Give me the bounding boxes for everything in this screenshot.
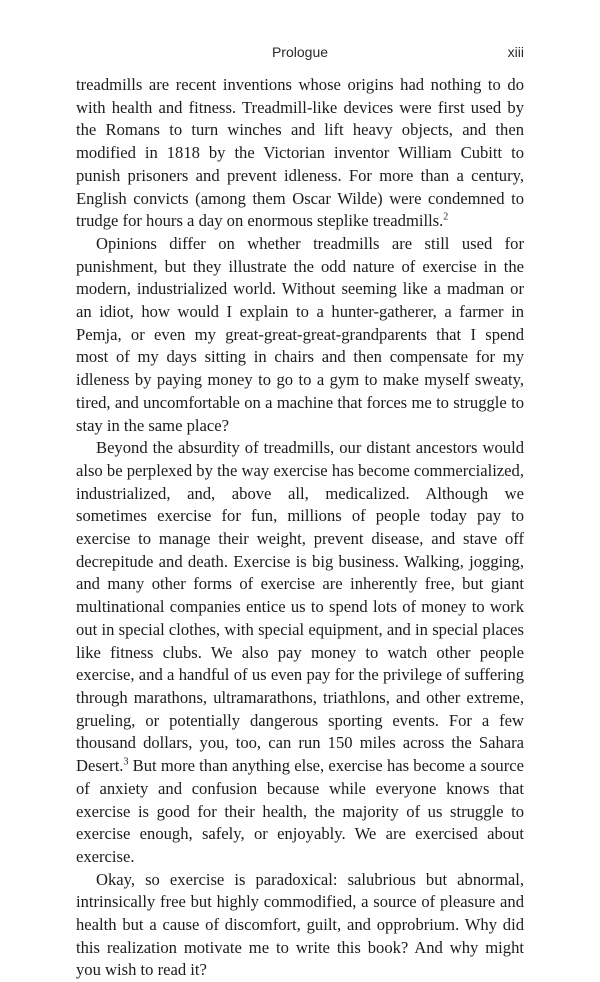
paragraph-text: But more than anything else, exercise has become a source of anxiety and confusion because while everyone knows that exercise is good for their health, the majority of us struggle to exercise enough, safely, or enjoyably. We are exercised about exercise. [76,756,524,866]
chapter-title: Prologue [271,44,329,60]
paragraph [76,437,524,868]
body-text [76,74,524,982]
page-number: xiii [507,44,524,60]
paragraph-text: Opinions differ on whether treadmills are still used for punishment, but they illustrate the odd nature of exercise in the modern, industrialized world. Without seeming like a madman or an idiot, how would I explain to a hunter-gatherer, a farmer in Pemja, or even my great-great-great-grandparents that I spend most of my days sitting in chairs and then compensate for my idleness by paying money to go to a gym to make myself sweaty, tired, and uncomfortable on a machine that forces me to struggle to stay in the same place? [76,233,524,435]
paragraph [76,74,524,233]
paragraph-text: Okay, so exercise is paradoxical: salubrious but abnormal, intrinsically free but highly commodified, a source of pleasure and health but a cause of discomfort, guilt, and opprobrium. Why did this realization motivate me to write this book? And why might you wish to read it? [76,869,524,980]
footnote-marker[interactable]: 3 [123,756,129,768]
running-header [0,44,600,64]
paragraph [76,233,524,437]
footnote-marker[interactable]: 2 [443,211,449,223]
paragraph-text: Beyond the absurdity of treadmills, our distant ancestors would also be perplexed by the way exercise has become commercialized, industrialized, and, above all, medicalized. Although we sometimes exercise for fun, millions of people today pay to exercise to manage their weight, prevent disease, and stave off decrepitude and death. Exercise is big business. Walking, jogging, and many other forms of exercise are inherently free, but giant multinational companies entice us to spend lots of money to work out in special clothes, with special equipment, and in special places like fitness clubs. We also pay money to watch other people exercise, and a handful of us even pay for the privilege of suffering through marathons, ultramarathons, triathlons, and other extreme, grueling, or potentially dangerous sporting events. For a few thousand dollars, you, too, can run 150 miles across the Sahara Desert. [76,438,524,776]
paragraph-text: treadmills are recent inventions whose origins had nothing to do with health and fitness. Treadmill-like devices were first used by the Romans to turn winches and lift heavy objects, and then modified in 1818 by the Victorian inventor William Cubitt to punish prisoners and prevent idleness. For more than a century, English convicts (among them Oscar Wilde) were condemned to trudge for hours a day on enormous steplike treadmills. [76,75,524,231]
